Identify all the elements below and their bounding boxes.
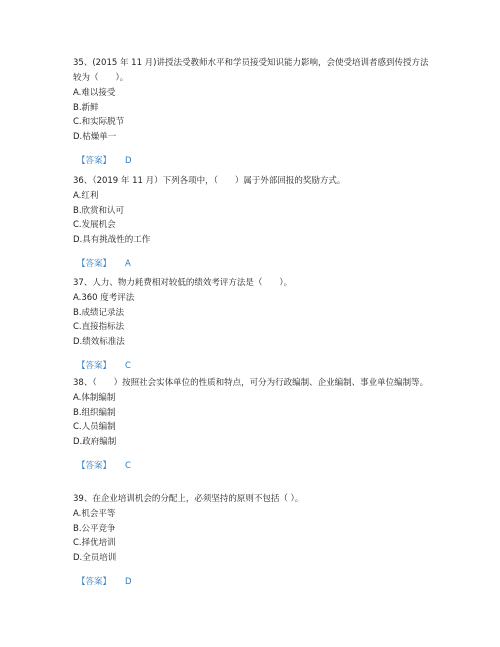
answer-value: D: [125, 577, 132, 587]
answer-value: A: [125, 259, 131, 269]
option-c: C.发展机会: [73, 220, 116, 230]
option-d: D.枯燥单一: [73, 131, 117, 142]
question-38: [73, 376, 428, 473]
option-c: C.直接指标法: [73, 322, 125, 332]
answer-value: C: [125, 361, 131, 371]
option-a: A.难以接受: [73, 88, 116, 98]
option-c: C.择优培训: [73, 538, 116, 548]
option-d: D.全员培训: [73, 552, 117, 563]
question-36: [73, 174, 345, 271]
answer-line: [77, 154, 433, 168]
question-stem: 38、（ ）按照社会实体单位的性质和特点，可分为行政编制、企业编制、事业单位编制等。: [73, 378, 429, 388]
option-b: B.组织编制: [73, 407, 116, 418]
answer-line: [77, 459, 428, 473]
question-39: [73, 492, 303, 589]
answer-label: 【答案】: [77, 577, 112, 587]
option-b: B.公平竞争: [73, 523, 116, 534]
option-d: D.绩效标准法: [73, 336, 125, 347]
option-b: B.成绩记录法: [73, 307, 125, 318]
option-d: D.政府编制: [73, 436, 117, 447]
question-stem: 37、人力、物力耗费相对较低的绩效考评方法是（ ）。: [73, 278, 293, 288]
option-b: B.欣赏和认可: [73, 205, 125, 216]
answer-line: [77, 575, 303, 589]
option-a: A.体制编制: [73, 393, 116, 403]
answer-line: [77, 359, 292, 373]
option-a: A.360 度考评法: [73, 293, 135, 303]
question-stem: 39、在企业培训机会的分配上，必须坚持的原则不包括（ ）。: [73, 494, 304, 504]
option-c: C.和实际脱节: [73, 117, 125, 127]
answer-value: C: [125, 461, 131, 471]
answer-line: [77, 257, 345, 271]
question-35: [73, 56, 433, 168]
question-stem: 35、(2015 年 11 月)讲授法受教师水平和学员接受知识能力影响，会使受培训者感到传授方法较为（ ）。: [73, 58, 429, 83]
answer-value: D: [125, 156, 132, 166]
question-37: [73, 276, 292, 373]
answer-label: 【答案】: [77, 156, 112, 166]
option-d: D.具有挑战性的工作: [73, 234, 151, 245]
question-stem: 36、（2019 年 11 月）下列各项中，（ ）属于外部回报的奖励方式。: [73, 176, 346, 186]
option-c: C.人员编制: [73, 422, 116, 432]
option-b: B.新鲜: [73, 102, 99, 113]
answer-label: 【答案】: [77, 259, 112, 269]
answer-label: 【答案】: [77, 361, 112, 371]
option-a: A.红利: [73, 191, 99, 201]
answer-label: 【答案】: [77, 461, 112, 471]
option-a: A.机会平等: [73, 509, 116, 519]
